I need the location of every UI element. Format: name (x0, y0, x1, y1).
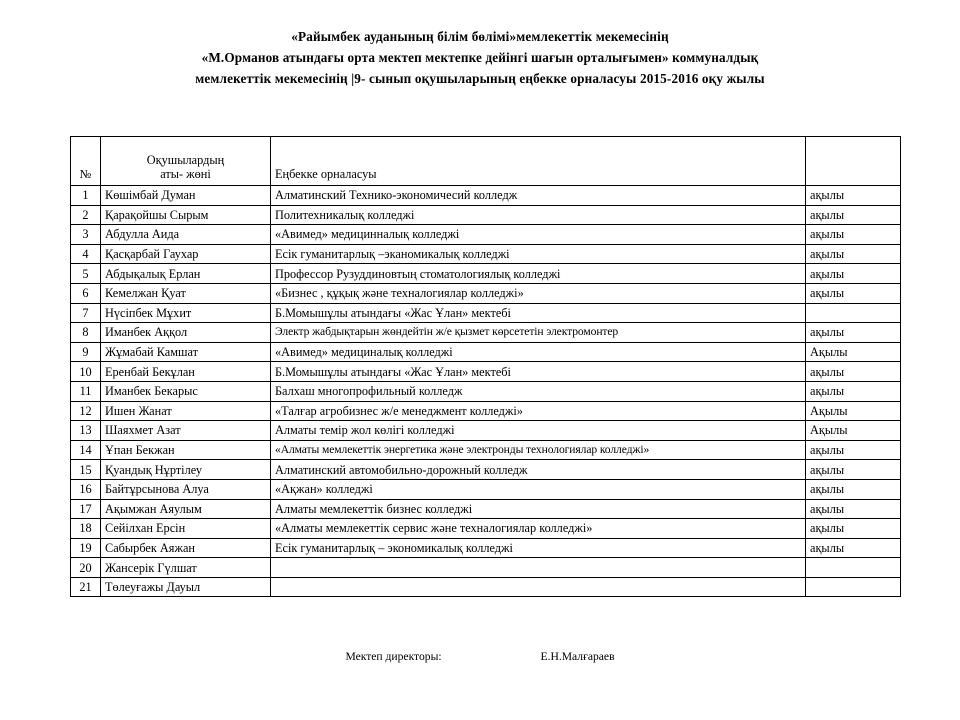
cell-placement (271, 558, 806, 578)
cell-payment: ақылы (806, 460, 901, 480)
table-row (71, 186, 901, 206)
title-line-2: «М.Орманов атындағы орта мектеп мектепке дейінгі шағын орталығымен» коммуналдық (201, 50, 759, 65)
cell-placement: «Авимед» медициналық колледжі (271, 342, 806, 362)
cell-number: 16 (71, 479, 101, 499)
cell-student-name: Көшімбай Думан (101, 186, 271, 206)
table-row (71, 342, 901, 362)
cell-number: 13 (71, 421, 101, 441)
cell-placement: Алматы мемлекеттік бизнес колледжі (271, 499, 806, 519)
cell-student-name: Шаяхмет Азат (101, 421, 271, 441)
cell-student-name: Абдулла Аида (101, 225, 271, 245)
cell-student-name: Жұмабай Камшат (101, 342, 271, 362)
cell-student-name: Еренбай Бекұлан (101, 362, 271, 382)
header-cell-placement: Еңбекке орналасуы (271, 137, 806, 186)
cell-number: 9 (71, 342, 101, 362)
cell-placement: Есік гуманитарлық – экономикалық колледжі (271, 538, 806, 558)
cell-placement: Алматинский автомобильно-дорожный колледж (271, 460, 806, 480)
table-row (71, 323, 901, 343)
header-name-line1: Оқушылардың (146, 153, 225, 167)
title-line-3: мемлекеттік мекемесінің |9- сынып оқушыларының еңбекке орналасуы 2015-2016 оқу жылы (195, 71, 765, 86)
document-title-block (0, 0, 960, 89)
cell-number: 6 (71, 283, 101, 303)
cell-placement: Б.Момышұлы атындағы «Жас Ұлан» мектебі (271, 362, 806, 382)
cell-student-name: Абдықалық Ерлан (101, 264, 271, 284)
cell-payment: ақылы (806, 323, 901, 343)
table-row (71, 381, 901, 401)
table-header-row (71, 137, 901, 186)
cell-payment (806, 303, 901, 323)
student-placement-table (70, 136, 901, 597)
table-row (71, 303, 901, 323)
cell-placement: «Ақжан» колледжі (271, 479, 806, 499)
table-row (71, 205, 901, 225)
table-row (71, 225, 901, 245)
table-row (71, 577, 901, 597)
cell-number: 15 (71, 460, 101, 480)
cell-number: 4 (71, 244, 101, 264)
header-cell-name (101, 137, 271, 186)
cell-number: 1 (71, 186, 101, 206)
cell-payment: ақылы (806, 205, 901, 225)
cell-payment: ақылы (806, 538, 901, 558)
table-row (71, 283, 901, 303)
cell-student-name: Нүсіпбек Мұхит (101, 303, 271, 323)
cell-payment: ақылы (806, 381, 901, 401)
cell-student-name: Ұпан Бекжан (101, 440, 271, 460)
cell-student-name: Байтұрсынова Алуа (101, 479, 271, 499)
director-label: Мектеп директоры: (345, 650, 442, 663)
table-row (71, 362, 901, 382)
cell-number: 8 (71, 323, 101, 343)
cell-payment: ақылы (806, 244, 901, 264)
header-cell-number: № (71, 137, 101, 186)
cell-payment: ақылы (806, 186, 901, 206)
cell-payment (806, 577, 901, 597)
table-row (71, 440, 901, 460)
cell-placement: Алматинский Технико-экономичесий колледж (271, 186, 806, 206)
cell-payment: ақылы (806, 264, 901, 284)
table-row (71, 519, 901, 539)
cell-placement: «Авимед» медицинналық колледжі (271, 225, 806, 245)
cell-number: 5 (71, 264, 101, 284)
cell-placement: «Алматы мемлекеттік сервис және техналогиялар колледжі» (271, 519, 806, 539)
cell-placement: Алматы темір жол көлігі колледжі (271, 421, 806, 441)
cell-payment: ақылы (806, 479, 901, 499)
cell-payment: Ақылы (806, 342, 901, 362)
placement-table-container (70, 136, 900, 597)
cell-student-name: Иманбек Аққол (101, 323, 271, 343)
cell-payment: ақылы (806, 499, 901, 519)
table-row (71, 558, 901, 578)
cell-payment: ақылы (806, 225, 901, 245)
cell-payment: ақылы (806, 519, 901, 539)
header-name-line2: аты- жөні (160, 167, 211, 181)
cell-placement (271, 577, 806, 597)
cell-student-name: Ишен Жанат (101, 401, 271, 421)
cell-number: 10 (71, 362, 101, 382)
table-row (71, 479, 901, 499)
cell-payment: ақылы (806, 362, 901, 382)
cell-student-name: Қарақойшы Сырым (101, 205, 271, 225)
cell-student-name: Қасқарбай Гаухар (101, 244, 271, 264)
cell-number: 7 (71, 303, 101, 323)
cell-student-name: Ақымжан Аяулым (101, 499, 271, 519)
cell-number: 3 (71, 225, 101, 245)
cell-placement: «Алматы мемлекеттік энергетика және электронды технологиялар колледжі» (271, 440, 806, 460)
cell-placement: «Талғар агробизнес ж/е менеджмент колледжі» (271, 401, 806, 421)
cell-payment: ақылы (806, 440, 901, 460)
table-row (71, 244, 901, 264)
cell-number: 14 (71, 440, 101, 460)
table-row (71, 460, 901, 480)
table-row (71, 264, 901, 284)
cell-placement: «Бизнес , құқық және техналогиялар колледжі» (271, 283, 806, 303)
cell-number: 21 (71, 577, 101, 597)
table-row (71, 421, 901, 441)
cell-payment (806, 558, 901, 578)
cell-student-name: Сабырбек Аяжан (101, 538, 271, 558)
cell-placement: Есік гуманитарлық –эканомикалық колледжі (271, 244, 806, 264)
table-row (71, 401, 901, 421)
cell-number: 11 (71, 381, 101, 401)
cell-payment: ақылы (806, 283, 901, 303)
cell-number: 2 (71, 205, 101, 225)
header-cell-payment (806, 137, 901, 186)
cell-student-name: Кемелжан Қуат (101, 283, 271, 303)
cell-payment: Ақылы (806, 421, 901, 441)
table-row (71, 499, 901, 519)
table-row (71, 538, 901, 558)
cell-payment: Ақылы (806, 401, 901, 421)
cell-student-name: Қуандық Нұртілеу (101, 460, 271, 480)
cell-number: 18 (71, 519, 101, 539)
cell-placement: Балхаш многопрофильный колледж (271, 381, 806, 401)
document-footer (0, 650, 960, 663)
title-line-1: «Райымбек ауданының білім бөлімі»мемлекеттік мекемесінің (291, 29, 669, 44)
cell-number: 12 (71, 401, 101, 421)
cell-number: 17 (71, 499, 101, 519)
cell-placement: Б.Момышұлы атындағы «Жас Ұлан» мектебі (271, 303, 806, 323)
cell-number: 20 (71, 558, 101, 578)
cell-student-name: Иманбек Бекарыс (101, 381, 271, 401)
cell-placement: Политехникалық колледжі (271, 205, 806, 225)
cell-student-name: Сейілхан Ерсін (101, 519, 271, 539)
cell-student-name: Жансерік Гүлшат (101, 558, 271, 578)
cell-number: 19 (71, 538, 101, 558)
director-name: Е.Н.Малғараев (540, 650, 615, 663)
cell-student-name: Төлеуғажы Дауыл (101, 577, 271, 597)
cell-placement: Электр жабдықтарын жөндейтін ж/е қызмет көрсететін электромонтер (271, 323, 806, 343)
cell-placement: Профессор Рузуддиновтың стоматологиялық колледжі (271, 264, 806, 284)
